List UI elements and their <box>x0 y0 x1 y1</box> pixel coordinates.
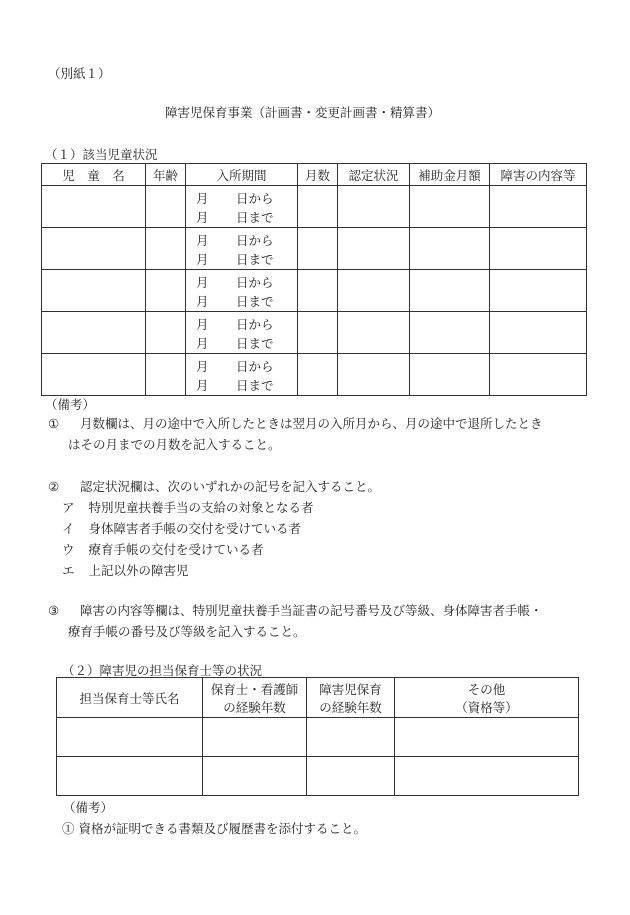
disability-cell[interactable] <box>490 228 587 270</box>
months-cell[interactable] <box>298 270 338 312</box>
subsidy-cell[interactable] <box>410 186 490 228</box>
table-header-row <box>57 678 579 718</box>
note-text: 月数欄は、月の途中で入所したときは翌月の入所月から、月の途中で退所したとき <box>80 416 543 431</box>
period-cell[interactable]: 月 日から 月 日まで <box>186 228 298 270</box>
col-header-other: その他 （資格等） <box>395 678 579 718</box>
other-cell[interactable] <box>395 757 579 796</box>
children-status-table <box>41 163 587 396</box>
note-text: 認定状況欄は、次のいずれかの記号を記入すること。 <box>80 479 381 494</box>
months-cell[interactable] <box>298 312 338 354</box>
certification-cell[interactable] <box>338 186 410 228</box>
age-cell[interactable] <box>146 312 186 354</box>
remark1-note3 <box>48 601 543 621</box>
remark2-note1: ① 資格が証明できる書類及び履歴書を添付すること。 <box>62 821 366 836</box>
table-row <box>57 757 579 796</box>
table-header-row <box>42 164 587 186</box>
remark1-note1 <box>48 414 543 434</box>
subsidy-cell[interactable] <box>410 228 490 270</box>
code-item-e: エ 上記以外の障害児 <box>62 563 189 578</box>
subsidy-cell[interactable] <box>410 354 490 396</box>
certification-cell[interactable] <box>338 312 410 354</box>
table-row <box>42 270 587 312</box>
col-header-subsidy: 補助金月額 <box>410 164 490 186</box>
table-row <box>42 354 587 396</box>
disability-experience-cell[interactable] <box>307 718 395 757</box>
period-cell[interactable]: 月 日から 月 日まで <box>186 312 298 354</box>
age-cell[interactable] <box>146 228 186 270</box>
nursery-experience-cell[interactable] <box>203 718 307 757</box>
disability-cell[interactable] <box>490 354 587 396</box>
note-number: ① <box>48 416 60 431</box>
period-cell[interactable]: 月 日から 月 日まで <box>186 354 298 396</box>
table-row <box>42 186 587 228</box>
col-header-period: 入所期間 <box>186 164 298 186</box>
section1-heading: （１）該当児童状況 <box>45 147 158 162</box>
age-cell[interactable] <box>146 186 186 228</box>
subsidy-cell[interactable] <box>410 312 490 354</box>
col-header-months: 月数 <box>298 164 338 186</box>
staff-status-table <box>56 677 579 796</box>
period-cell[interactable]: 月 日から 月 日まで <box>186 270 298 312</box>
certification-cell[interactable] <box>338 270 410 312</box>
code-item-a: ア 特別児童扶養手当の支給の対象となる者 <box>62 500 314 515</box>
col-header-nursery-experience: 保育士・看護師 の経験年数 <box>203 678 307 718</box>
period-cell[interactable]: 月 日から 月 日まで <box>186 186 298 228</box>
months-cell[interactable] <box>298 354 338 396</box>
code-item-u: ウ 療育手帳の交付を受けている者 <box>62 542 264 557</box>
subsidy-cell[interactable] <box>410 270 490 312</box>
disability-experience-cell[interactable] <box>307 757 395 796</box>
child-name-cell[interactable] <box>42 354 146 396</box>
child-name-cell[interactable] <box>42 312 146 354</box>
age-cell[interactable] <box>146 270 186 312</box>
col-header-disability: 障害の内容等 <box>490 164 587 186</box>
other-cell[interactable] <box>395 718 579 757</box>
note-number: ② <box>48 479 60 494</box>
child-name-cell[interactable] <box>42 228 146 270</box>
document-title: 障害児保育事業（計画書・変更計画書・精算書） <box>165 105 441 120</box>
staff-name-cell[interactable] <box>57 757 203 796</box>
remarks1-label: （備考） <box>45 397 96 412</box>
table-row <box>42 228 587 270</box>
col-header-disability-experience: 障害児保育 の経験年数 <box>307 678 395 718</box>
certification-cell[interactable] <box>338 228 410 270</box>
note-number: ③ <box>48 603 60 618</box>
disability-cell[interactable] <box>490 312 587 354</box>
col-header-age: 年齢 <box>146 164 186 186</box>
table-row <box>42 312 587 354</box>
attachment-label: （別紙１） <box>48 66 111 81</box>
remark1-note3-cont: 療育手帳の番号及び等級を記入すること。 <box>68 624 306 639</box>
staff-name-cell[interactable] <box>57 718 203 757</box>
child-name-cell[interactable] <box>42 270 146 312</box>
remarks2-label: （備考） <box>63 800 114 815</box>
table-row <box>57 718 579 757</box>
section2-heading: （２）障害児の担当保育士等の状況 <box>62 663 263 678</box>
disability-cell[interactable] <box>490 270 587 312</box>
child-name-cell[interactable] <box>42 186 146 228</box>
col-header-certification: 認定状況 <box>338 164 410 186</box>
certification-cell[interactable] <box>338 354 410 396</box>
age-cell[interactable] <box>146 354 186 396</box>
remark1-note1-cont: はその月までの月数を記入すること。 <box>68 437 281 452</box>
code-item-i: イ 身体障害者手帳の交付を受けている者 <box>62 521 302 536</box>
note-text: 障害の内容等欄は、特別児童扶養手当証書の記号番号及び等級、身体障害者手帳・ <box>80 603 543 618</box>
months-cell[interactable] <box>298 186 338 228</box>
months-cell[interactable] <box>298 228 338 270</box>
nursery-experience-cell[interactable] <box>203 757 307 796</box>
col-header-staff-name: 担当保育士等氏名 <box>57 678 203 718</box>
disability-cell[interactable] <box>490 186 587 228</box>
remark1-note2 <box>48 477 381 497</box>
col-header-child-name: 児 童 名 <box>42 164 146 186</box>
